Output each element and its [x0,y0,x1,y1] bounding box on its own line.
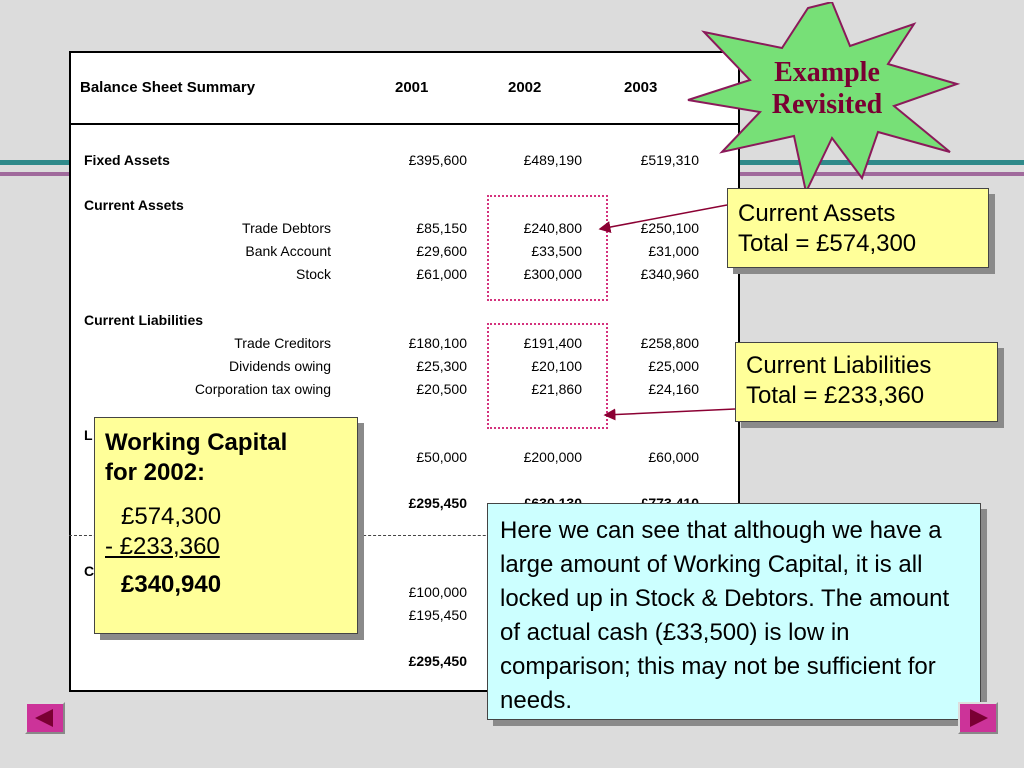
current-assets-note-label: Current Assets [738,200,896,227]
trade-creditors-2002: £191,400 [523,335,582,351]
trade-creditors-2003: £258,800 [640,335,699,351]
bank-account-2001: £29,600 [416,243,467,259]
working-capital-result: £340,940 [121,571,222,598]
corporation-tax-2002: £21,860 [531,381,582,397]
trade-creditors-2001: £180,100 [408,335,467,351]
current-liabilities-note-value: Total = £233,360 [746,382,925,409]
working-capital-title-line2: for 2002: [105,459,206,486]
explanation-note [487,503,981,720]
current-assets-total-note [727,188,989,268]
trade-creditors-label: Trade Creditors [234,335,331,351]
net-total-2001: £295,450 [408,495,467,511]
next-slide-button[interactable] [958,702,998,734]
triangle-left-icon [27,704,63,732]
trade-debtors-2002: £240,800 [523,220,582,236]
bank-account-2002: £33,500 [531,243,582,259]
dividends-owing-2002: £20,100 [531,358,582,374]
current-liabilities-arrow [605,409,735,415]
current-liabilities-note-label: Current Liabilities [746,352,932,379]
previous-slide-button[interactable] [25,702,65,734]
current-assets-heading: Current Assets [84,197,184,213]
stock-2001: £61,000 [416,266,467,282]
bank-account-2003: £31,000 [648,243,699,259]
year-2002-header: 2002 [508,79,542,96]
stock-2003: £340,960 [640,266,699,282]
working-capital-assets: £574,300 [121,503,222,530]
capital-row2-2001: £195,450 [408,607,467,623]
working-capital-note [94,417,358,634]
long-term-2001: £50,000 [416,449,467,465]
trade-debtors-2001: £85,150 [416,220,467,236]
fixed-assets-2003: £519,310 [640,152,699,168]
fixed-assets-label: Fixed Assets [84,152,170,168]
example-revisited-star [682,2,964,194]
year-2003-header: 2003 [624,79,658,96]
trade-debtors-2003: £250,100 [640,220,699,236]
partial-heading-c: C [84,563,95,579]
dividends-owing-2001: £25,300 [416,358,467,374]
revisited-text: Revisited [771,89,883,120]
current-liabilities-heading: Current Liabilities [84,312,204,328]
current-assets-note-value: Total = £574,300 [738,230,917,257]
corporation-tax-2001: £20,500 [416,381,467,397]
capital-total-2001: £295,450 [408,653,467,669]
example-text: Example [774,57,880,88]
stock-2002: £300,000 [523,266,582,282]
dividends-owing-label: Dividends owing [229,358,331,374]
corporation-tax-label: Corporation tax owing [194,381,331,397]
working-capital-liabilities: - £233,360 [105,533,220,560]
long-term-2003: £60,000 [648,449,699,465]
stock-label: Stock [295,266,331,282]
long-term-2002: £200,000 [523,449,582,465]
bank-account-label: Bank Account [245,243,331,259]
explanation-text: Here we can see that although we have a large amount of Working Capital, it is all locked up in Stock & Debtors. The amount of actual cash (£33,500) is low in comparison; this may not be sufficient for needs. [500,517,950,714]
capital-row1-2001: £100,000 [408,584,467,600]
current-liabilities-total-note [735,342,998,422]
fixed-assets-2002: £489,190 [523,152,582,168]
trade-debtors-label: Trade Debtors [242,220,331,236]
working-capital-title-line1: Working Capital [105,429,288,456]
partial-heading-l: L [84,427,93,443]
triangle-right-icon [960,704,996,732]
dividends-owing-2003: £25,000 [648,358,699,374]
sheet-title: Balance Sheet Summary [80,79,256,96]
year-2001-header: 2001 [395,79,429,96]
corporation-tax-2003: £24,160 [648,381,699,397]
current-assets-arrow [600,205,727,229]
fixed-assets-2001: £395,600 [408,152,467,168]
